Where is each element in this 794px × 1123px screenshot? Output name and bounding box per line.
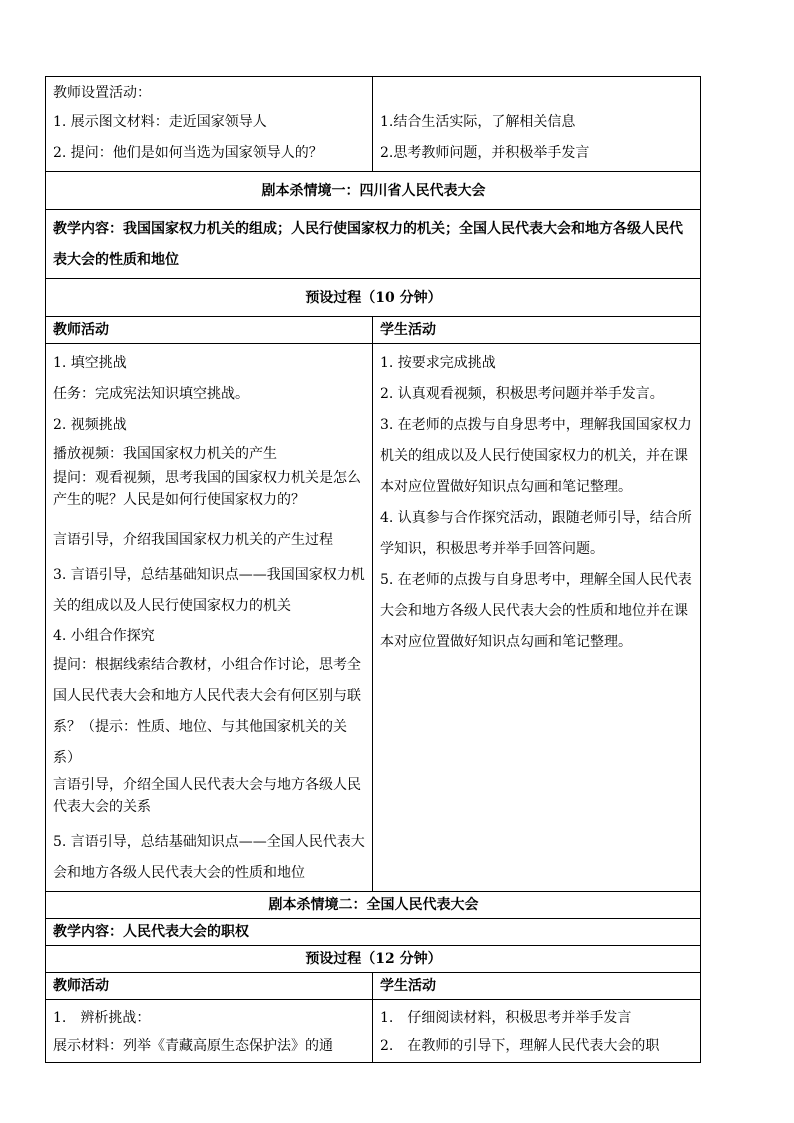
scene1-process-row — [46, 279, 701, 317]
scene1-process: 预设过程（10 分钟） — [46, 279, 701, 317]
scene1-teacher-item: 1. 填空挑战 — [53, 355, 127, 371]
scene2-title-row — [46, 892, 701, 919]
scene2-student-item: 2. 在教师的引导下，理解人民代表大会的职 — [380, 1038, 660, 1054]
scene2-content-row — [46, 919, 701, 946]
scene1-header-row — [46, 317, 701, 344]
scene1-teacher-item: 2. 视频挑战 — [53, 417, 127, 433]
intro-row — [46, 77, 701, 172]
scene1-teacher-item: 提问：观看视频，思考我国的国家权力机关是怎么产生的呢？人民是如何行使国家权力的？ — [53, 470, 361, 508]
lesson-plan-table — [45, 76, 701, 1063]
intro-teacher-line: 2. 提问：他们是如何当选为国家领导人的？ — [53, 145, 323, 161]
scene1-teacher-item: 言语引导，介绍全国人民代表大会与地方各级人民代表大会的关系 — [53, 777, 361, 815]
scene1-student-item: 2. 认真观看视频，积极思考问题并举手发言。 — [380, 386, 664, 402]
scene1-teacher-item: 任务：完成宪法知识填空挑战。 — [53, 386, 249, 402]
intro-teacher-line: 教师设置活动： — [53, 85, 151, 101]
scene2-title: 剧本杀情境二：全国人民代表大会 — [46, 892, 701, 919]
scene2-teacher-cell — [46, 1000, 373, 1063]
scene2-student-header: 学生活动 — [373, 973, 701, 1000]
scene1-teacher-item: 播放视频：我国国家权力机关的产生 — [53, 446, 277, 462]
intro-teacher-cell — [46, 77, 373, 172]
scene1-student-item: 5. 在老师的点拨与自身思考中，理解全国人民代表大会和地方各级人民代表大会的性质和地位并在课本对应位置做好知识点勾画和笔记整理。 — [380, 572, 692, 650]
scene1-content-text: 教学内容：我国国家权力机关的组成；人民行使国家权力的机关；全国人民代表大会和地方各级人民代表大会的性质和地位 — [53, 221, 683, 268]
scene1-teacher-item: 言语引导，介绍我国国家权力机关的产生过程 — [53, 532, 333, 548]
scene1-teacher-item: 3. 言语引导，总结基础知识点——我国国家权力机关的组成以及人民行使国家权力的机关 — [53, 567, 365, 614]
scene1-content — [46, 210, 701, 279]
scene1-student-item: 3. 在老师的点拨与自身思考中，理解我国国家权力机关的组成以及人民行使国家权力的机关，并在课本对应位置做好知识点勾画和笔记整理。 — [380, 417, 692, 495]
scene1-teacher-header: 教师活动 — [46, 317, 373, 344]
lesson-plan-page — [45, 76, 700, 1063]
scene2-activity-row — [46, 1000, 701, 1063]
scene2-process-row — [46, 946, 701, 973]
scene1-content-row — [46, 210, 701, 279]
scene2-teacher-item: 展示材料：列举《青藏高原生态保护法》的通 — [53, 1038, 333, 1054]
scene1-teacher-item: 5. 言语引导，总结基础知识点——全国人民代表大会和地方各级人民代表大会的性质和地位 — [53, 834, 365, 881]
scene1-teacher-item: 4. 小组合作探究 — [53, 628, 155, 644]
scene2-student-item: 1. 仔细阅读材料，积极思考并举手发言 — [380, 1010, 632, 1026]
intro-student-line: 1.结合生活实际，了解相关信息 — [380, 114, 576, 130]
scene2-teacher-header: 教师活动 — [46, 973, 373, 1000]
scene1-student-header: 学生活动 — [373, 317, 701, 344]
scene1-teacher-item: 提问：根据线索结合教材，小组合作讨论，思考全国人民代表大会和地方人民代表大会有何区别与联系？（提示：性质、地位、与其他国家机关的关系） — [53, 657, 361, 766]
intro-student-line: 2.思考教师问题，并积极举手发言 — [380, 145, 590, 161]
intro-student-cell — [373, 77, 701, 172]
scene1-title-row — [46, 172, 701, 210]
scene2-teacher-item: 1. 辨析挑战： — [53, 1010, 151, 1026]
scene1-student-cell — [373, 344, 701, 892]
scene1-student-item: 1. 按要求完成挑战 — [380, 355, 496, 371]
scene1-teacher-cell — [46, 344, 373, 892]
intro-teacher-line: 1. 展示图文材料：走近国家领导人 — [53, 114, 267, 130]
scene1-title: 剧本杀情境一：四川省人民代表大会 — [46, 172, 701, 210]
scene1-activity-row — [46, 344, 701, 892]
scene2-content: 教学内容：人民代表大会的职权 — [46, 919, 701, 946]
scene2-header-row — [46, 973, 701, 1000]
scene1-student-item: 4. 认真参与合作探究活动，跟随老师引导，结合所学知识，积极思考并举手回答问题。 — [380, 510, 692, 557]
scene2-process: 预设过程（12 分钟） — [46, 946, 701, 973]
scene2-student-cell — [373, 1000, 701, 1063]
